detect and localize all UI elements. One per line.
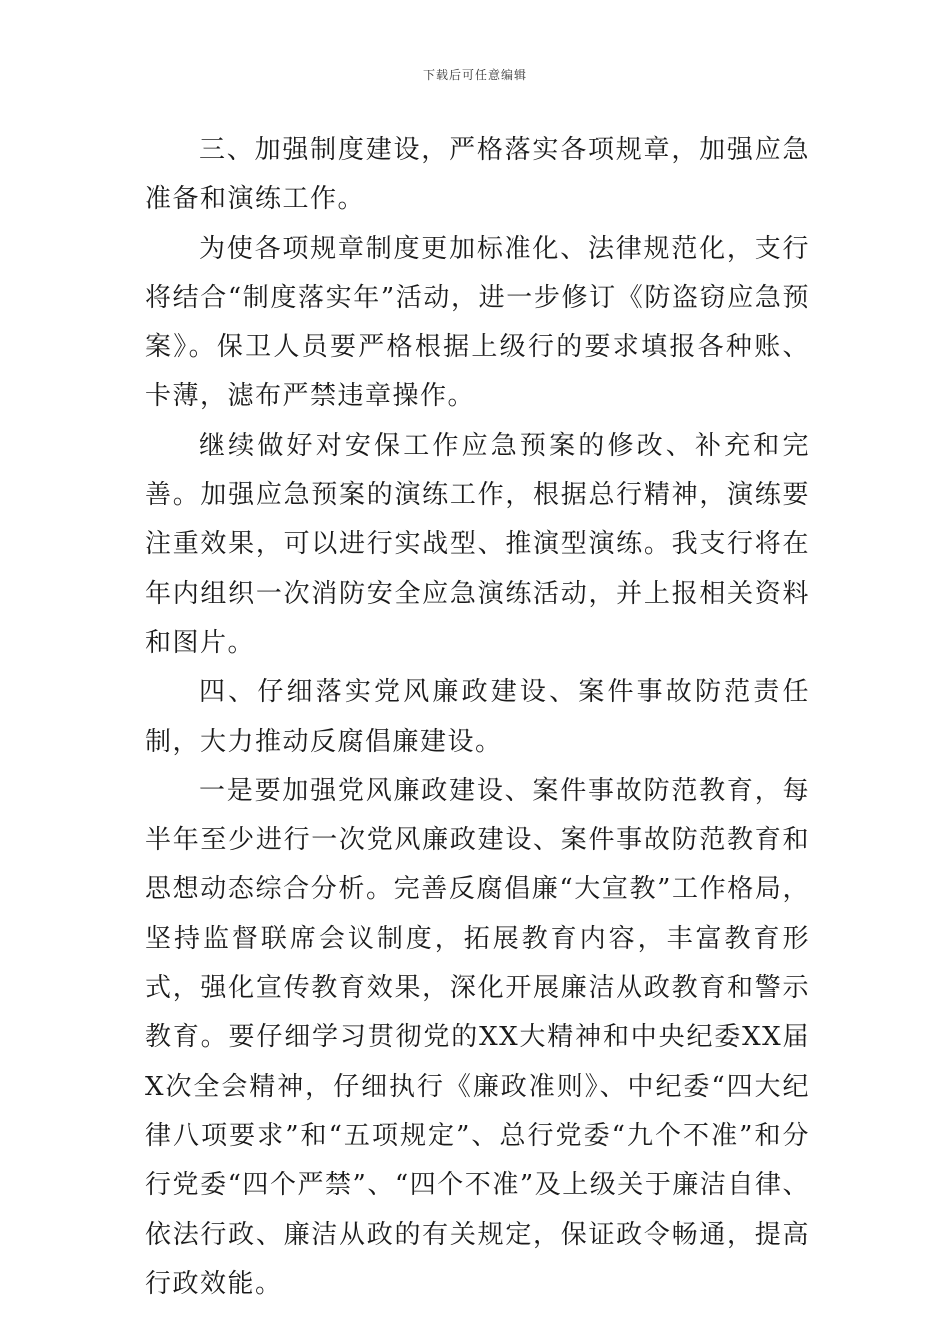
body-paragraph: 为使各项规章制度更加标准化、法律规范化，支行将结合“制度落实年”活动，进一步修订《防盗窃应急预案》。保卫人员要严格根据上级行的要求填报各种账、卡薄，滤布严禁违章操作。 xyxy=(145,233,810,412)
section-heading-3: 三、加强制度建设，严格落实各项规章，加强应急准备和演练工作。 xyxy=(145,135,810,215)
page-header: 下载后可任意编辑 xyxy=(422,68,527,82)
document-body xyxy=(145,126,810,1309)
section-heading-4: 四、仔细落实党风廉政建设、案件事故防范责任制，大力推动反腐倡廉建设。 xyxy=(145,677,810,757)
body-paragraph: 一是要加强党风廉政建设、案件事故防范教育，每半年至少进行一次党风廉政建设、案件事故防范教育和思想动态综合分析。完善反腐倡廉“大宣教”工作格局，坚持监督联席会议制度，拓展教育内容，丰富教育形式，强化宣传教育效果，深化开展廉洁从政教育和警示教育。要仔细学习贯彻党的XX大精神和中央纪委XX届X次全会精神，仔细执行《廉政准则》、中纪委“四大纪律八项要求”和“五项规定”、总行党委“九个不准”和分行党委“四个严禁”、“四个不准”及上级关于廉洁自律、依法行政、廉洁从政的有关规定，保证政令畅通，提高行政效能。 xyxy=(145,775,810,1299)
body-paragraph: 继续做好对安保工作应急预案的修改、补充和完善。加强应急预案的演练工作，根据总行精神，演练要注重效果，可以进行实战型、推演型演练。我支行将在年内组织一次消防安全应急演练活动，并上报相关资料和图片。 xyxy=(145,430,810,658)
